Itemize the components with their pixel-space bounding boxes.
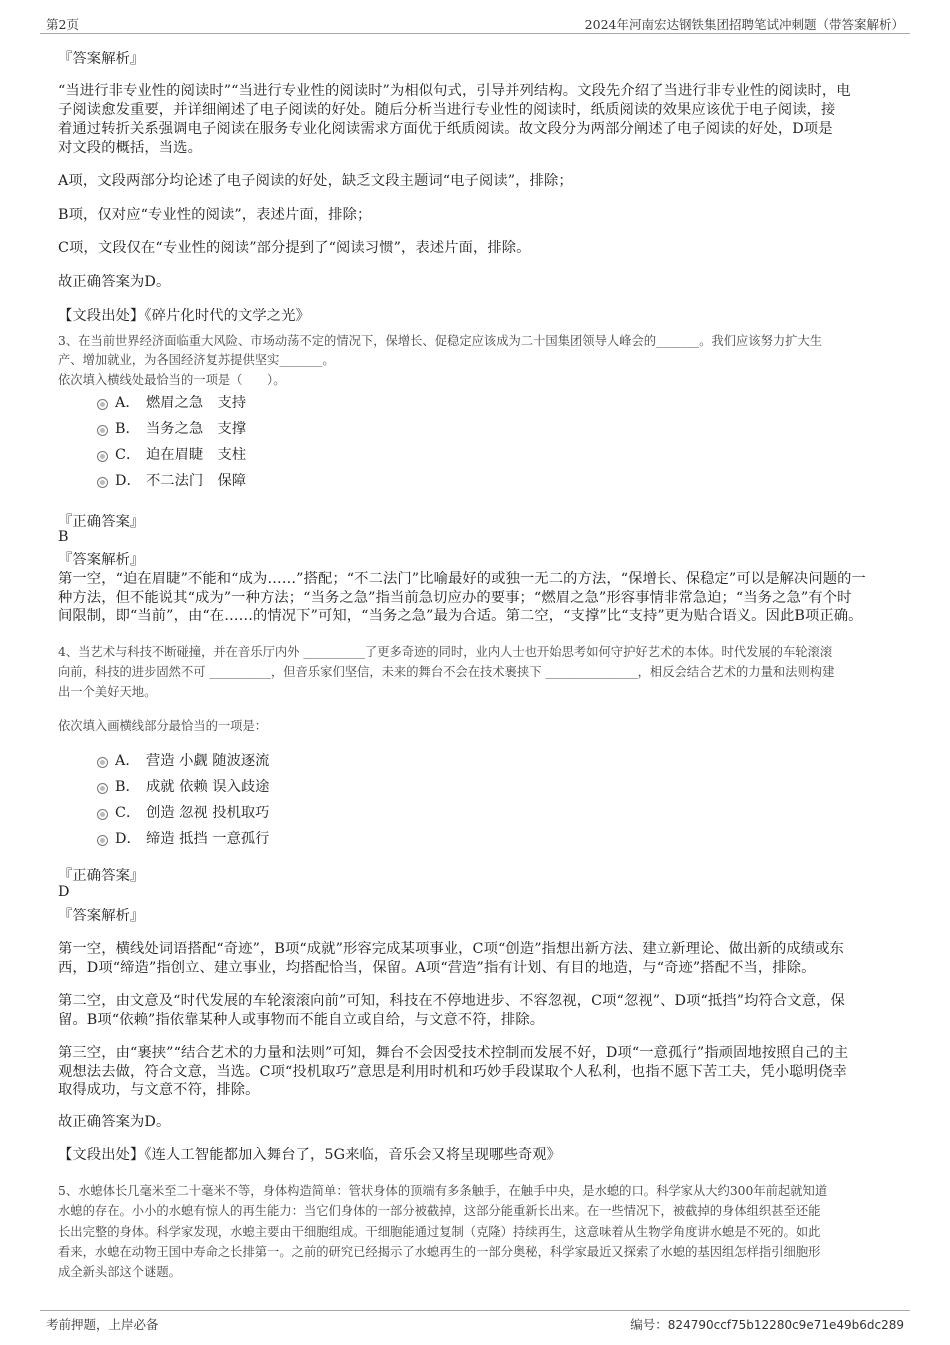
footer-slogan: 考前押题，上岸必备 — [46, 1317, 159, 1332]
q4-answer: D — [58, 884, 70, 900]
q4-answer-heading: 『正确答案』 — [58, 868, 145, 884]
q4-analysis-line: 观想法去做，符合文意，当选。C项“投机取巧”意思是利用时机和巧妙手段谋取个人私利，也指不愿下苦工夫，凭小聪明侥幸 — [58, 1064, 847, 1080]
q3-option-d-letter: D． — [115, 473, 141, 489]
q3-stem-line: 产、增加就业，为各国经济复苏提供坚实_______。 — [58, 353, 335, 367]
q2-analysis-line: “当进行非专业性的阅读时”“当进行专业性的阅读时”为相似句式，引导并列结构。文段先介绍了当进行非专业性的阅读时，电 — [58, 83, 851, 99]
header-divider — [40, 33, 910, 34]
q3-option-c-text: 迫在眉睫 支柱 — [146, 447, 247, 463]
q3-analysis-line: 第一空，“迫在眉睫”不能和“成为……”搭配；“不二法门”比喻最好的或独一无二的方法，“保增长、保稳定”可以是解决问题的一 — [58, 571, 866, 587]
q5-stem-line: 长出完整的身体。科学家发现，水螅主要由干细胞组成。干细胞能通过复制（克隆）持续再生，这意味着从生物学角度讲水螅是不死的。如此 — [58, 1225, 821, 1239]
q2-analysis-heading: 『答案解析』 — [58, 51, 145, 67]
radio-button-icon[interactable] — [97, 835, 108, 846]
q5-stem-line: 5、水螅体长几毫米至二十毫米不等，身体构造简单：管状身体的顶端有多条触手，在触手中央，是水螅的口。科学家从大约300年前起就知道 — [58, 1184, 828, 1198]
q4-option-a-text: 营造 小觑 随波逐流 — [146, 753, 270, 769]
q4-conclusion: 故正确答案为D。 — [58, 1114, 171, 1130]
q4-option-c-text: 创造 忽视 投机取巧 — [146, 805, 270, 821]
q3-stem-line: 3、在当前世界经济面临重大风险、市场动荡不定的情况下，保增长、促稳定应该成为二十国集团领导人峰会的_______。我们应该努力扩大生 — [58, 334, 823, 348]
q2-option-c-note: C项，文段仅在“专业性的阅读”部分提到了“阅读习惯”，表述片面，排除。 — [58, 240, 531, 256]
q3-option-c-letter: C． — [115, 447, 141, 463]
q4-analysis-line: 留。B项“依赖”指依靠某种人或事物而不能自立或自给，与文意不符，排除。 — [58, 1012, 545, 1028]
q2-option-a-note: A项，文段两部分均论述了电子阅读的好处，缺乏文段主题词“电子阅读”，排除； — [58, 173, 573, 189]
q4-stem-line: 向前，科技的进步固然不可 __________，但音乐家们坚信，未来的舞台不会在技术裹挟下 _______________，相反会结合艺术的力量和法则构建 — [58, 665, 835, 679]
radio-button-icon[interactable] — [97, 425, 108, 436]
q2-analysis-line: 子阅读愈发重要，并详细阐述了电子阅读的好处。随后分析当进行专业性的阅读时，纸质阅读的效果应该优于电子阅读，接 — [58, 102, 836, 118]
q4-analysis-heading: 『答案解析』 — [58, 908, 145, 924]
q4-analysis-line: 西，D项“缔造”指创立、建立事业，均搭配恰当，保留。A项“营造”指有计划、有目的地造，与“奇迹”搭配不当，排除。 — [58, 960, 816, 976]
radio-button-icon[interactable] — [97, 399, 108, 410]
radio-button-icon[interactable] — [97, 477, 108, 488]
q3-analysis-line: 种方法，但不能说其“成为”一种方法；“当务之急”指当前急切应办的要事；“燃眉之急”形容事情非常急迫；“当务之急”有个时 — [58, 590, 852, 606]
q3-answer-heading: 『正确答案』 — [58, 514, 145, 530]
q2-option-b-note: B项，仅对应“专业性的阅读”，表述片面，排除； — [58, 207, 372, 223]
q3-instruction: 依次填入横线处最恰当的一项是（ ）。 — [58, 373, 286, 387]
q2-conclusion: 故正确答案为D。 — [58, 274, 171, 290]
q5-stem-line: 水螅的存在。小小的水螅有惊人的再生能力：当它们身体的一部分被截掉，这部分能重新长出来。在一些情况下，被截掉的身体组织甚至还能 — [58, 1204, 821, 1218]
q4-analysis-line: 第三空，由“裹挟”“结合艺术的力量和法则”可知，舞台不会因受技术控制而发展不好，D项“一意孤行”指顽固地按照自己的主 — [58, 1045, 849, 1061]
radio-button-icon[interactable] — [97, 783, 108, 794]
q3-analysis-heading: 『答案解析』 — [58, 552, 145, 568]
q3-option-b-letter: B． — [115, 421, 140, 437]
q4-option-b-letter: B． — [115, 779, 140, 795]
q3-option-d-text: 不二法门 保障 — [146, 473, 247, 489]
q2-analysis-line: 着通过转折关系强调电子阅读在服务专业化阅读需求方面优于纸质阅读。故文段分为两部分阐述了电子阅读的好处，D项是 — [58, 121, 833, 137]
q4-option-d-text: 缔造 抵挡 一意孤行 — [146, 831, 270, 847]
q3-option-b-text: 当务之急 支撑 — [146, 421, 247, 437]
radio-button-icon[interactable] — [97, 757, 108, 768]
page-number: 第2页 — [46, 17, 79, 32]
q3-option-a-letter: A． — [115, 395, 140, 411]
q4-stem-line: 出一个美好天地。 — [58, 685, 157, 699]
q4-analysis-line: 第二空，由文意及“时代发展的车轮滚滚向前”可知，科技在不停地进步、不容忽视，C项“忽视”、D项“抵挡”均符合文意，保 — [58, 993, 845, 1009]
q3-option-a-text: 燃眉之急 支持 — [146, 395, 247, 411]
q4-option-b-text: 成就 依赖 误入歧途 — [146, 779, 270, 795]
document-title: 2024年河南宏达钢铁集团招聘笔试冲刺题（带答案解析） — [584, 17, 904, 32]
footer-divider — [40, 1310, 910, 1311]
q4-instruction: 依次填入画横线部分最恰当的一项是： — [58, 719, 268, 733]
q3-analysis-line: 间限制，即“当前”，由“在……的情况下”可知，“当务之急”最为合适。第二空，“支撑”比“支持”更为贴合语义。因此B项正确。 — [58, 608, 863, 624]
q4-stem-line: 4、当艺术与科技不断碰撞，并在音乐厅内外 __________了更多奇迹的同时，业内人士也开始思考如何守护好艺术的本体。时代发展的车轮滚滚 — [58, 645, 833, 659]
q4-analysis-line: 第一空，横线处词语搭配“奇迹”，B项“成就”形容完成某项事业，C项“创造”指想出新方法、建立新理论、做出新的成绩或东 — [58, 941, 844, 957]
radio-button-icon[interactable] — [97, 451, 108, 462]
q2-source: 【文段出处】《碎片化时代的文学之光》 — [58, 308, 310, 324]
radio-button-icon[interactable] — [97, 809, 108, 820]
q4-source: 【文段出处】《连人工智能都加入舞台了，5G来临，音乐会又将呈现哪些奇观》 — [58, 1147, 562, 1163]
q2-analysis-line: 对文段的概括，当选。 — [58, 140, 202, 156]
q4-option-c-letter: C． — [115, 805, 141, 821]
footer-code — [630, 1315, 904, 1333]
footer-code-label: 编号： — [630, 1317, 668, 1332]
footer-code-value: 824790ccf75b12280c9e71e49b6dc289 — [667, 1318, 904, 1332]
q5-stem-line: 成全新头部这个谜题。 — [58, 1265, 181, 1279]
q4-option-d-letter: D． — [115, 831, 141, 847]
q3-answer: B — [58, 529, 69, 545]
q5-stem-line: 看来，水螅在动物王国中寿命之长排第一。之前的研究已经揭示了水螅再生的一部分奥秘，科学家最近又探索了水螅的基因组怎样指引细胞形 — [58, 1245, 821, 1259]
q4-analysis-line: 取得成功，与文意不符，排除。 — [58, 1082, 260, 1098]
q4-option-a-letter: A． — [115, 753, 140, 769]
